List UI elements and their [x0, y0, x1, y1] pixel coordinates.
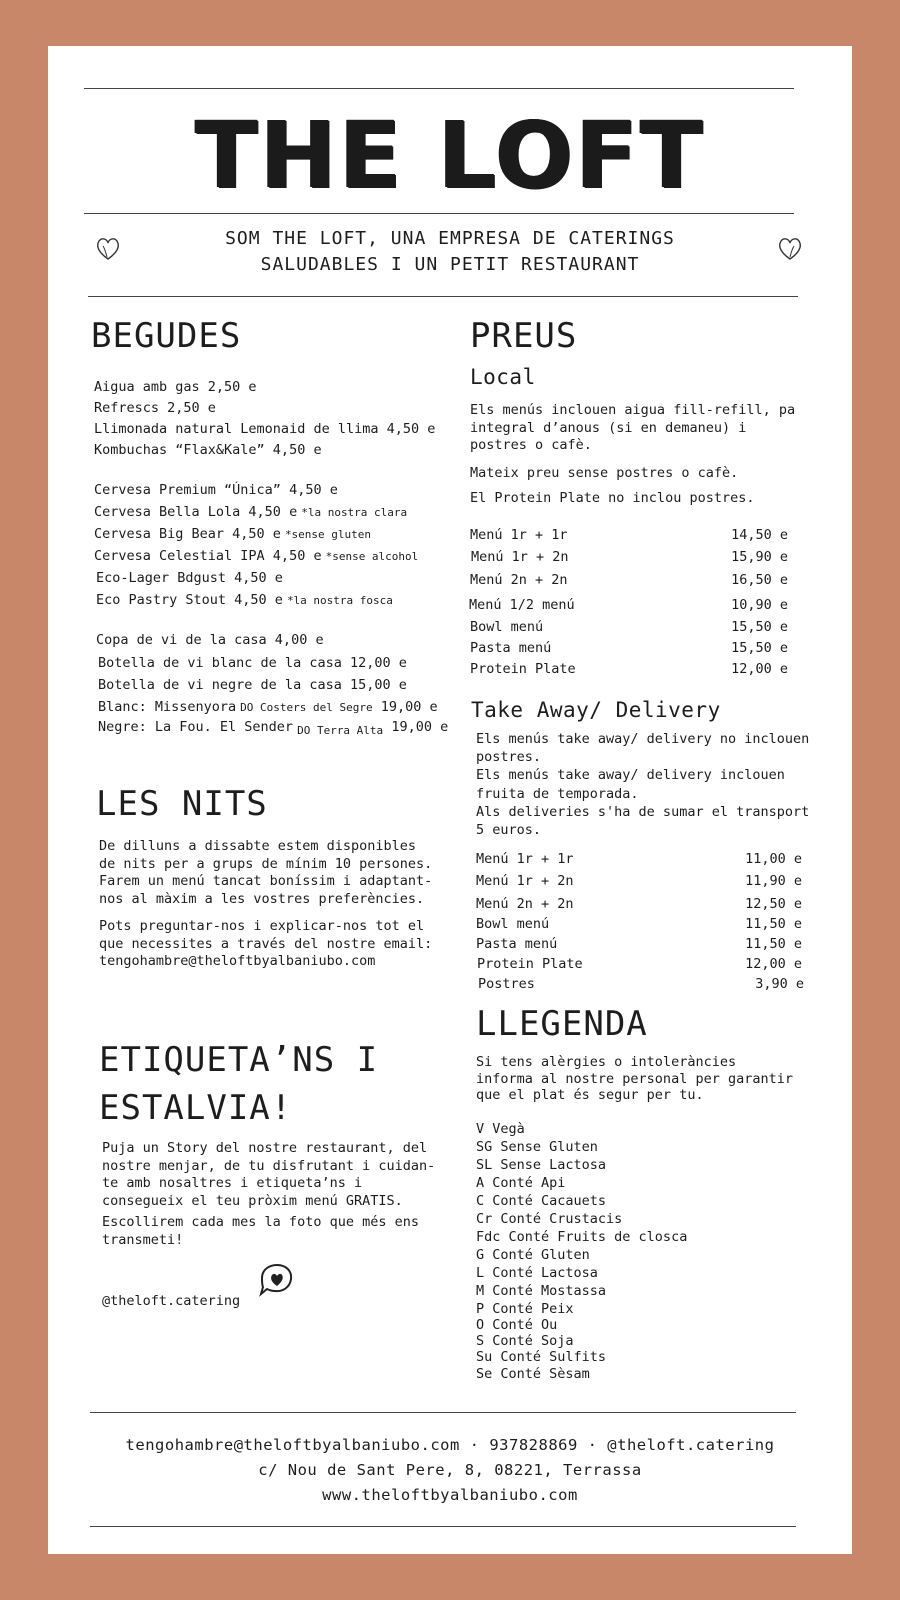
price-label: Pasta menú	[470, 640, 552, 656]
local-heading: Local	[470, 365, 536, 389]
price-value: 11,50 e	[745, 936, 802, 952]
beer-note: *sense alcohol	[325, 550, 419, 563]
price-value: 11,00 e	[745, 851, 802, 867]
price-row	[470, 618, 788, 636]
beer-item	[96, 591, 393, 610]
beer-item	[94, 503, 407, 522]
beer-item	[94, 481, 338, 499]
price-row	[476, 872, 802, 890]
intro-line: SALUDABLES I UN PETIT RESTAURANT	[260, 254, 640, 275]
price-value: 11,50 e	[745, 916, 802, 932]
etiqueta-text: Puja un Story del nostre restaurant, del nostre menjar, de tu disfrutant i cuidan- te amb nosaltres i etiqueta’ns i consegueix el teu pròxim menú GRATIS.	[102, 1140, 436, 1209]
legend-item: G Conté Gluten	[476, 1247, 590, 1263]
price-value: 12,00 e	[731, 661, 788, 677]
beer-name: Cervesa Celestial IPA 4,50 e	[94, 548, 322, 564]
nits-text: Pots preguntar-nos i explicar-nos tot el que necessites a través del nostre email: tengohambre@theloftbyalbaniubo.com	[99, 918, 433, 969]
price-row	[470, 526, 788, 544]
wine-do: DO Costers del Segre	[240, 701, 373, 714]
price-label: Bowl menú	[470, 619, 544, 635]
legend-item: Se Conté Sèsam	[476, 1366, 590, 1382]
beer-item	[96, 569, 283, 587]
legend-item: S Conté Soja	[476, 1333, 574, 1349]
legend-item: P Conté Peix	[476, 1301, 574, 1317]
beer-note: *sense gluten	[284, 528, 372, 541]
legend-item: Cr Conté Crustacis	[476, 1211, 623, 1227]
intro-line: SOM THE LOFT, UNA EMPRESA DE CATERINGS	[225, 228, 675, 249]
etiqueta-heading: ETIQUETA’NS I	[99, 1040, 379, 1080]
price-label: Menú 1/2 menú	[469, 597, 575, 613]
nits-heading: LES NITS	[96, 784, 268, 824]
price-label: Menú 2n + 2n	[476, 896, 574, 912]
price-label: Menú 2n + 2n	[470, 572, 568, 588]
footer-address: c/ Nou de Sant Pere, 8, 08221, Terrassa	[258, 1461, 642, 1479]
price-row	[470, 660, 788, 678]
instagram-handle[interactable]: @theloft.catering	[102, 1293, 241, 1309]
llegenda-intro: Si tens alèrgies o intoleràncies informa al nostre personal per garantir que el plat és segur per tu.	[476, 1054, 793, 1103]
price-row	[476, 850, 802, 868]
divider	[84, 213, 794, 214]
price-label: Protein Plate	[470, 661, 576, 677]
price-row	[469, 596, 788, 614]
price-row	[471, 548, 788, 566]
drink-item: Llimonada natural Lemonaid de llima 4,50 e	[94, 421, 436, 437]
divider	[90, 1526, 796, 1527]
preus-heading: PREUS	[470, 316, 578, 356]
wine-item: Botella de vi blanc de la casa 12,00 e	[98, 655, 407, 671]
beer-note: *la nostra clara	[301, 506, 408, 519]
price-value: 12,00 e	[745, 956, 802, 972]
price-row	[476, 895, 802, 913]
beer-name: Eco Pastry Stout 4,50 e	[96, 592, 283, 608]
wine-item: Copa de vi de la casa 4,00 e	[96, 632, 324, 648]
footer-contact[interactable]: tengohambre@theloftbyalbaniubo.com · 937828869 · @theloft.catering	[125, 1436, 775, 1454]
legend-item: A Conté Api	[476, 1175, 566, 1191]
wine-item: Botella de vi negre de la casa 15,00 e	[98, 677, 407, 693]
begudes-heading: BEGUDES	[91, 316, 242, 356]
price-row	[470, 571, 788, 589]
beer-note: *la nostra fosca	[286, 594, 393, 607]
price-value: 10,90 e	[731, 597, 788, 613]
price-label: Menú 1r + 2n	[476, 873, 574, 889]
drink-item: Kombuchas “Flax&Kale” 4,50 e	[94, 442, 322, 458]
takeaway-heading: Take Away/ Delivery	[471, 698, 721, 722]
price-label: Bowl menú	[476, 916, 550, 932]
beer-name: Eco-Lager Bdgust 4,50 e	[96, 570, 283, 586]
legend-item: Su Conté Sulfits	[476, 1349, 607, 1365]
wine-price: 19,00 e	[380, 699, 438, 715]
wine-name: Blanc: Missenyora	[98, 699, 237, 715]
price-label: Protein Plate	[477, 956, 583, 972]
drink-item: Refrescs 2,50 e	[94, 400, 216, 416]
price-row	[478, 975, 804, 993]
speech-bubble-heart-icon	[256, 1262, 296, 1300]
nits-text: De dilluns a dissabte estem disponibles de nits per a grups de mínim 10 persones. Farem un menú tancat boníssim i adaptant- nos al màxim a les vostres preferències.	[99, 838, 433, 907]
beer-name: Cervesa Premium “Única” 4,50 e	[94, 482, 338, 498]
drink-item: Aigua amb gas 2,50 e	[94, 379, 257, 395]
legend-item: M Conté Mostassa	[476, 1283, 607, 1299]
legend-item: SL Sense Lactosa	[476, 1157, 607, 1173]
etiqueta-text: Escollirem cada mes la foto que més ens transmeti!	[102, 1214, 419, 1248]
legend-item: Fdc Conté Fruits de closca	[476, 1229, 688, 1245]
menu-card	[48, 46, 852, 1554]
price-row	[477, 955, 802, 973]
footer-website[interactable]: www.theloftbyalbaniubo.com	[322, 1486, 578, 1504]
wine-do: DO Terra Alta	[297, 724, 384, 737]
price-label: Pasta menú	[476, 936, 558, 952]
page-title: THE LOFT	[195, 102, 705, 209]
legend-item: L Conté Lactosa	[476, 1265, 598, 1281]
local-text: Els menús inclouen aigua fill-refill, pa integral d’anous (si en demaneu) i postres o cafè.	[470, 402, 796, 453]
price-value: 11,90 e	[745, 873, 802, 889]
intro-text	[168, 226, 732, 278]
heart-doodle-icon	[776, 234, 804, 262]
divider	[90, 1412, 796, 1413]
wine-price: 19,00 e	[391, 719, 449, 735]
price-value: 15,90 e	[731, 549, 788, 565]
wine-item	[98, 698, 438, 717]
beer-item	[94, 547, 418, 566]
beer-item	[94, 525, 371, 544]
llegenda-heading: LLEGENDA	[476, 1004, 648, 1044]
heart-doodle-icon	[94, 234, 122, 262]
legend-item: V Vegà	[476, 1121, 525, 1137]
legend-item: O Conté Ou	[476, 1317, 558, 1333]
divider	[84, 88, 794, 89]
price-label: Menú 1r + 1r	[476, 851, 574, 867]
price-value: 14,50 e	[731, 527, 788, 543]
beer-name: Cervesa Big Bear 4,50 e	[94, 526, 281, 542]
legend-item: SG Sense Gluten	[476, 1139, 598, 1155]
etiqueta-heading: ESTALVIA!	[99, 1088, 293, 1128]
price-label: Menú 1r + 1r	[470, 527, 568, 543]
wine-name: Negre: La Fou. El Sender	[98, 719, 294, 735]
divider	[88, 296, 798, 297]
local-text: Mateix preu sense postres o cafè.	[470, 465, 739, 481]
legend-item: C Conté Cacauets	[476, 1193, 607, 1209]
beer-name: Cervesa Bella Lola 4,50 e	[94, 504, 298, 520]
takeaway-text: Els menús take away/ delivery no inclouen postres. Els menús take away/ delivery inclouen fruita de temporada. Als deliveries s'ha de sumar el transport 5 euros.	[476, 731, 810, 839]
local-text: El Protein Plate no inclou postres.	[470, 490, 755, 506]
price-row	[470, 639, 788, 657]
price-value: 15,50 e	[731, 640, 788, 656]
price-row	[476, 915, 802, 933]
price-label: Postres	[478, 976, 535, 992]
price-value: 3,90 e	[755, 976, 804, 992]
price-value: 15,50 e	[731, 619, 788, 635]
wine-item	[98, 718, 448, 737]
price-value: 16,50 e	[731, 572, 788, 588]
price-row	[476, 935, 802, 953]
price-label: Menú 1r + 2n	[471, 549, 569, 565]
price-value: 12,50 e	[745, 896, 802, 912]
